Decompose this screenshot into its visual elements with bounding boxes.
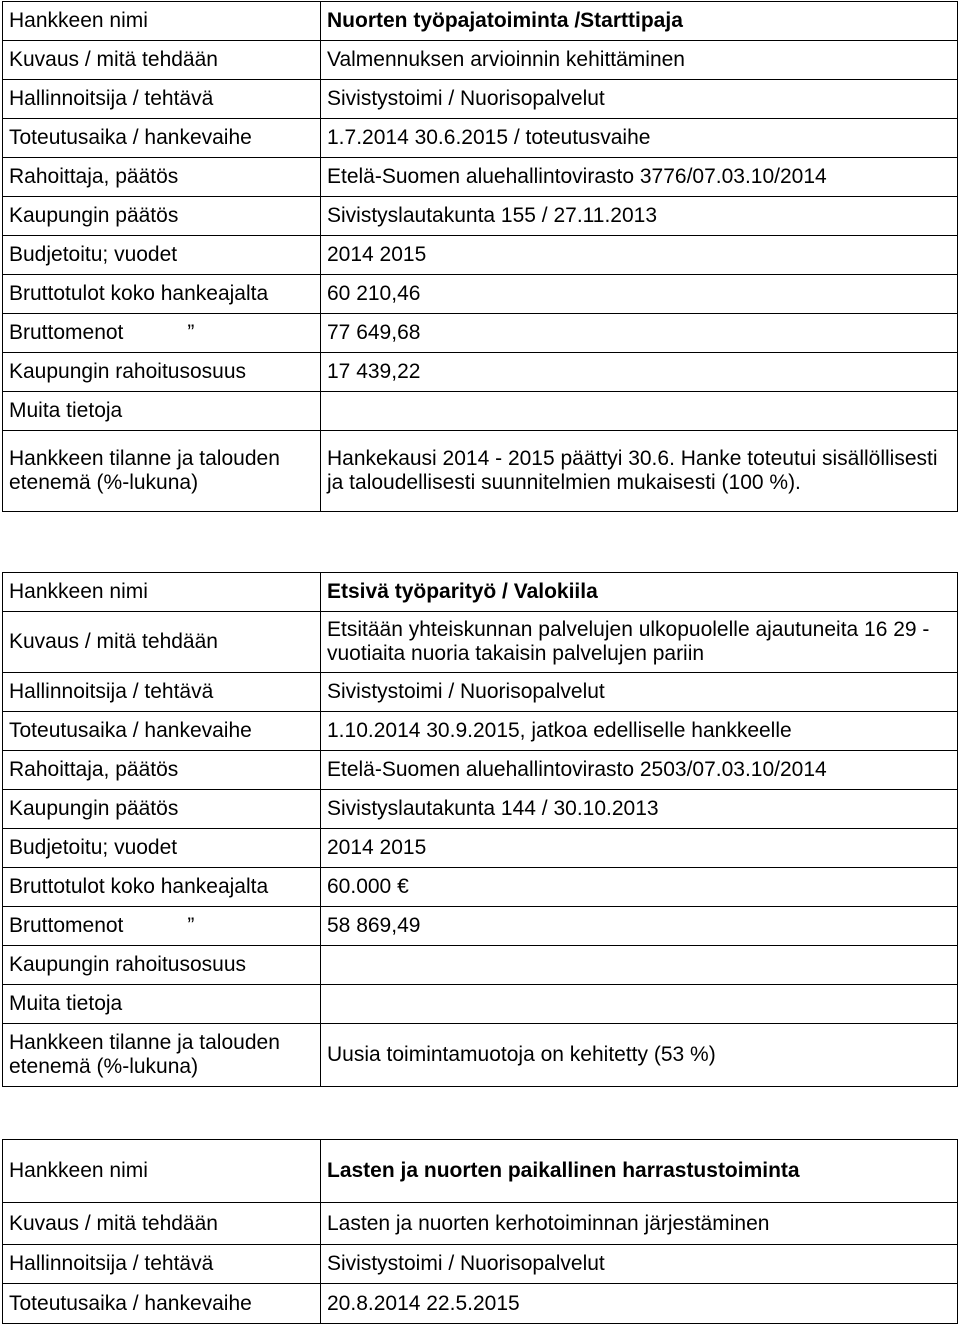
income-value: 60.000 [327, 875, 392, 898]
status-label: Hankkeen tilanne ja talouden etenemä (%-lukuna) [3, 431, 321, 512]
time-value: 1.7.2014 30.6.2015 / toteutusvaihe [321, 119, 958, 158]
budget-label: Budjetoitu; vuodet [3, 829, 321, 868]
row-budget [3, 829, 958, 868]
admin-label: Hallinnoitsija / tehtävä [3, 80, 321, 119]
ditto-mark: ” [187, 914, 195, 937]
description-label: Kuvaus / mitä tehdään [3, 1203, 321, 1245]
project-name: Lasten ja nuorten paikallinen harrastustoiminta [321, 1140, 958, 1203]
row-other-info [3, 392, 958, 431]
row-city-share [3, 946, 958, 985]
status-value: Uusia toimintamuotoja on kehitetty (53 %) [321, 1024, 958, 1087]
description-label: Kuvaus / mitä tehdään [3, 41, 321, 80]
row-admin [3, 673, 958, 712]
city-decision-value: Sivistyslautakunta 155 / 27.11.2013 [321, 197, 958, 236]
status-value: Hankekausi 2014 - 2015 päättyi 30.6. Hanke toteutui sisällöllisesti ja taloudellisesti suunnitelmien mukaisesti (100 %). [321, 431, 958, 512]
city-decision-value: Sivistyslautakunta 144 / 30.10.2013 [321, 790, 958, 829]
project-name: Etsivä työparityö / Valokiila [321, 573, 958, 612]
row-expenses [3, 907, 958, 946]
status-label: Hankkeen tilanne ja talouden etenemä (%-lukuna) [3, 1024, 321, 1087]
other-info-value [321, 392, 958, 431]
row-name [3, 2, 958, 41]
project-name: Nuorten työpajatoiminta /Starttipaja [321, 2, 958, 41]
expenses-label: Bruttomenot [9, 914, 124, 937]
city-share-value: 17 439,22 [321, 353, 958, 392]
row-time [3, 712, 958, 751]
row-city-decision [3, 197, 958, 236]
row-city-decision [3, 790, 958, 829]
row-name [3, 1140, 958, 1203]
description-label: Kuvaus / mitä tehdään [3, 612, 321, 673]
row-description [3, 41, 958, 80]
row-time [3, 119, 958, 158]
funder-label: Rahoittaja, päätös [3, 751, 321, 790]
row-status [3, 1024, 958, 1087]
description-value: Lasten ja nuorten kerhotoiminnan järjestäminen [321, 1203, 958, 1245]
city-decision-label: Kaupungin päätös [3, 790, 321, 829]
other-info-value [321, 985, 958, 1024]
row-funder [3, 158, 958, 197]
row-other-info [3, 985, 958, 1024]
row-city-share [3, 353, 958, 392]
admin-label: Hallinnoitsija / tehtävä [3, 673, 321, 712]
income-value: 60 210,46 [321, 275, 958, 314]
other-info-label: Muita tietoja [3, 392, 321, 431]
time-value: 20.8.2014 22.5.2015 [321, 1284, 958, 1324]
admin-value: Sivistystoimi / Nuorisopalvelut [321, 80, 958, 119]
row-description [3, 1203, 958, 1245]
funder-value: Etelä-Suomen aluehallintovirasto 2503/07.03.10/2014 [321, 751, 958, 790]
row-funder [3, 751, 958, 790]
city-share-value [321, 946, 958, 985]
name-label: Hankkeen nimi [3, 1140, 321, 1203]
city-share-label: Kaupungin rahoitusosuus [3, 946, 321, 985]
row-status [3, 431, 958, 512]
row-income [3, 275, 958, 314]
description-value: Valmennuksen arvioinnin kehittäminen [321, 41, 958, 80]
row-budget [3, 236, 958, 275]
admin-value: Sivistystoimi / Nuorisopalvelut [321, 673, 958, 712]
admin-value: Sivistystoimi / Nuorisopalvelut [321, 1245, 958, 1284]
time-label: Toteutusaika / hankevaihe [3, 1284, 321, 1324]
expenses-label-cell [3, 314, 321, 353]
expenses-value: 77 649,68 [321, 314, 958, 353]
expenses-value: 58 869,49 [321, 907, 958, 946]
name-label: Hankkeen nimi [3, 573, 321, 612]
row-description [3, 612, 958, 673]
row-admin [3, 1245, 958, 1284]
row-income [3, 868, 958, 907]
income-label: Bruttotulot koko hankeajalta [3, 275, 321, 314]
expenses-label-cell [3, 907, 321, 946]
row-expenses [3, 314, 958, 353]
income-value-cell [321, 868, 958, 907]
name-label: Hankkeen nimi [3, 2, 321, 41]
admin-label: Hallinnoitsija / tehtävä [3, 1245, 321, 1284]
budget-value: 2014 2015 [321, 829, 958, 868]
row-name [3, 573, 958, 612]
time-value: 1.10.2014 30.9.2015, jatkoa edelliselle hankkeelle [321, 712, 958, 751]
euro-icon: € [397, 875, 409, 898]
project-table-2 [2, 572, 958, 1087]
city-share-label: Kaupungin rahoitusosuus [3, 353, 321, 392]
funder-label: Rahoittaja, päätös [3, 158, 321, 197]
city-decision-label: Kaupungin päätös [3, 197, 321, 236]
row-time [3, 1284, 958, 1324]
budget-value: 2014 2015 [321, 236, 958, 275]
other-info-label: Muita tietoja [3, 985, 321, 1024]
description-value: Etsitään yhteiskunnan palvelujen ulkopuolelle ajautuneita 16 29 -vuotiaita nuoria takaisin palvelujen pariin [321, 612, 958, 673]
time-label: Toteutusaika / hankevaihe [3, 119, 321, 158]
budget-label: Budjetoitu; vuodet [3, 236, 321, 275]
project-table-1 [2, 1, 958, 512]
expenses-label: Bruttomenot [9, 321, 124, 344]
project-table-3 [2, 1139, 958, 1324]
row-admin [3, 80, 958, 119]
income-label: Bruttotulot koko hankeajalta [3, 868, 321, 907]
time-label: Toteutusaika / hankevaihe [3, 712, 321, 751]
funder-value: Etelä-Suomen aluehallintovirasto 3776/07.03.10/2014 [321, 158, 958, 197]
ditto-mark: ” [187, 321, 195, 344]
